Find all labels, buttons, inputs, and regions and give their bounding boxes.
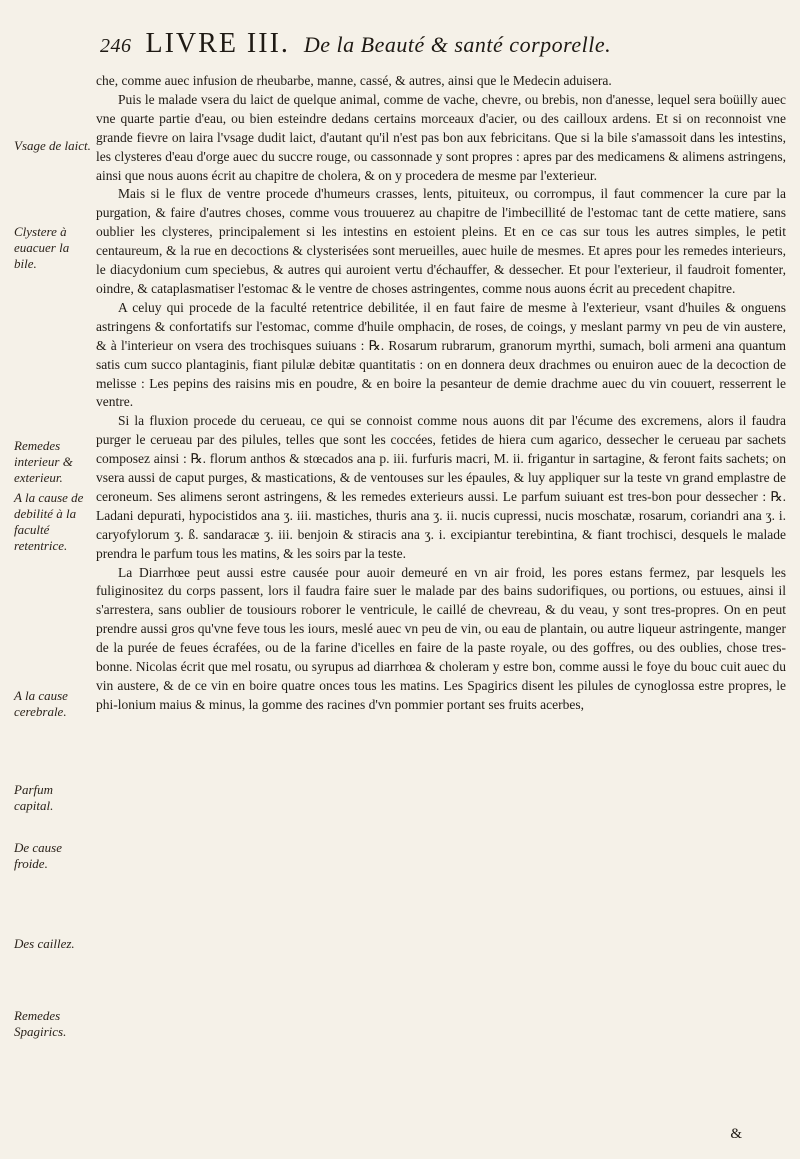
paragraph: Si la fluxion procede du cerueau, ce qui se connoist comme nous auons dit par l'écume des excremens, alors il faudra purger le cerueau par des pilules, telles que sont les coccées, fetides de hiera cum agarico, dessecher le cerueau par sachets composez ainsi : ℞. florum anthos & stœcados ana p. iii. furfuris macri, M. ii. frigantur in sartagine, & feront faits sachets; on vsera aussi de caput purges, & mastications, & de ventouses sur les épaules, & luy appliquer sur la teste vn grand emplastre de ceroneum. Ses alimens seront astringens, & les remedes exterieurs aussi. Le parfum suiuant est tres-bon pour dessecher : ℞. Ladani depurati, hypocistidos ana ʒ. iii. mastiches, thuris ana ʒ. ii. nucis cupressi, nucis moschatæ, rosarum, coriandri ana ʒ. i. caryofylorum ʒ. ß. sandaracæ ʒ. iii. benjoin & stiracis ana ʒ. i. excipiantur terebintina, & fiant trochisci, desquels le malade prendra le parfum tous les matins, & les soirs par la teste. [96,413,786,561]
margin-note: Clystere à euacuer la bile. [14,224,70,271]
catchword: & [730,1126,742,1142]
book-label: LIVRE III. [145,28,290,59]
margin-note: De cause froide. [14,840,63,871]
margin-note: A la cause cerebrale. [14,688,68,719]
margin-note: Parfum capital. [14,782,54,813]
margin-note: Des caillez. [14,936,75,951]
paragraph: che, comme auec infusion de rheubarbe, manne, cassé, & autres, ainsi que le Medecin aduisera. [96,73,612,88]
margin-note: A la cause de debilité à la faculté retentrice. [14,490,84,553]
running-header [100,28,740,68]
paragraph: Puis le malade vsera du laict de quelque animal, comme de vache, chevre, ou brebis, non d'anesse, lequel sera boüilly auec vne quarte partie d'eau, ou bien esteindre dedans certains morceaux d'acier, ou des cailloux ardens. Et si on reconnoist vne grande fievre on laira l'vsage dudit laict, d'autant qu'il n'est pas bon aux febricitans. Que si la bile s'amassoit dans les intestins, les clysteres d'eau d'orge auec du succre rouge, ou cassonnade y sont propres : apres par des medicamens & alimens astringens, ainsi que nous auons écrit au chapitre de cholera, & on y procedera de mesme par l'exterieur. [96,91,786,183]
paragraph: A celuy qui procede de la faculté retentrice debilitée, il en faut faire de mesme à l'exterieur, vsant d'huiles & onguens astringens & confortatifs sur l'estomac, comme d'huile omphacin, de roses, de coings, y meslant parmy vn peu de vin austere, & à l'interieur on vsera des trochisques suiuans : ℞. Rosarum rubrarum, granorum myrthi, sumach, boli armeni ana quantum satis cum succo plantaginis, fiant pilulæ debitæ quantitatis : on en donnera deux drachmes ou enuiron auec de la decoction de melisse : Les pepins des raisins mis en poudre, & en boire la pesanteur de demie drachme auec du vin couuert, resserrent le ventre. [96,299,786,410]
margin-note: Vsage de laict. [14,138,91,153]
paragraph: Mais si le flux de ventre procede d'humeurs crasses, lents, pituiteux, ou corrompus, il faut commencer la cure par la purgation, & faire d'autres choses, comme vous trouuerez au chapitre de l'imbecillité de l'estomac tant de cette matiere, sans oublier les clysteres, principalement si les intestins en estoient pleins. Et en ce cas sur tous les autres simples, le petit centaureum, & la rue en decoctions & clysterisées sont merueilles, auec huile de mesmes. Et apres pour les remedes interieurs, le diacydonium cum speciebus, & autres qui auroient vertu d'échauffer, & dessecher. Et pour l'exterieur, il faudroit fomenter, oindre, & cataplasmatiser l'estomac & le ventre de choses astringentes, comme nous auons écrit au precedent chapitre. [96,186,786,296]
body-text [96,72,786,715]
running-title: De la Beauté & santé corporelle. [303,32,612,57]
margin-note: Remedes Spagirics. [14,1008,67,1039]
paragraph: La Diarrhœe peut aussi estre causée pour auoir demeuré en vn air froid, les pores estans fermez, par lesquels les fuliginositez du corps passent, lors il faudra faire suer le malade par des bains sudorifiques, ou portions, ou estuues, ainsi il s'arrestera, sans oublier de tousiours roborer le ventricule, le caillé de chevreau, & du veau, y sont tres-propres. On en peut prendre aussi gros qu'vne feve tous les iours, meslé auec vn peu de vin, ou eau de plantain, ou autre liqueur astringente, manger de la purée de feues écrafées, ou de la farine d'icelles en faire de la paste royale, ou des goffres, ou des oublies, chose tres-bonne. Nicolas écrit que mel rosatu, ou syrupus ad diarrhœa & choleram y estre bon, comme aussi le foye du bouc cuit auec du vin austere, & de ce vin en boire quatre onces tous les matins. Les Spagirics disent les pilules de cynoglossa estre propres, le phi-lonium maius & minus, la gomme des racines d'vn pommier portant ses fruits acerbes, [96,564,786,712]
page-number: 246 [100,35,132,57]
margin-note: Remedes interieur & exterieur. [14,438,73,485]
